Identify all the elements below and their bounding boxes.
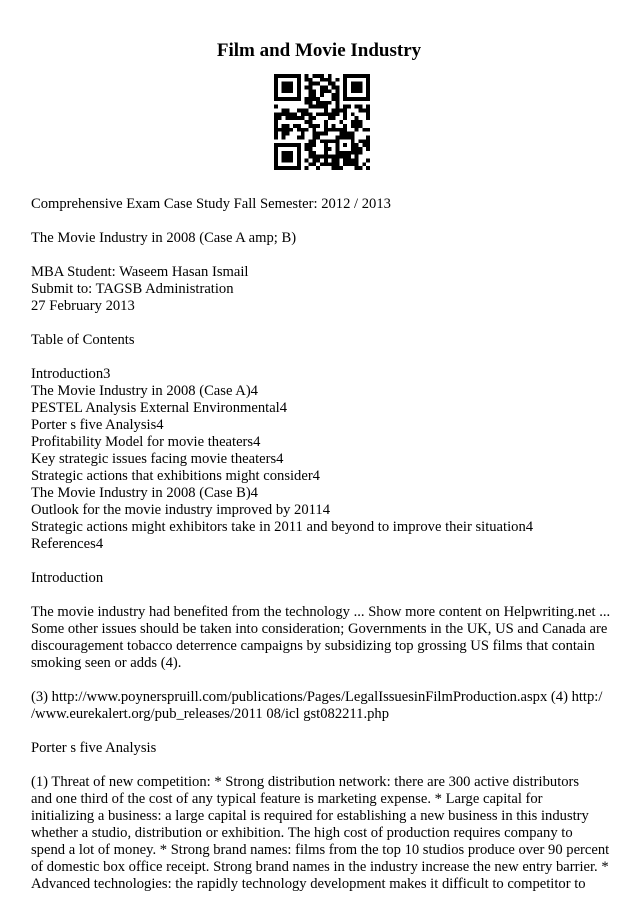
toc-item: Porter s five Analysis4 — [31, 417, 164, 433]
toc-item: References4 — [31, 536, 104, 552]
intro-heading: Introduction — [31, 570, 104, 586]
case-line: The Movie Industry in 2008 (Case A amp; B) — [31, 230, 297, 246]
exam-line: Comprehensive Exam Case Study Fall Semester: 2012 / 2013 — [31, 196, 391, 212]
porter-heading: Porter s five Analysis — [31, 740, 157, 756]
toc-item: The Movie Industry in 2008 (Case B)4 — [31, 485, 258, 501]
toc-heading: Table of Contents — [31, 332, 135, 348]
submit-to: Submit to: TAGSB Administration — [31, 281, 234, 297]
toc-item: Outlook for the movie industry improved by 20114 — [31, 502, 331, 518]
porter-paragraph: (1) Threat of new competition: * Strong distribution network: there are 300 active distributors and one third of the cost of any typical feature is marketing expense. * Large capital for initializing a business: a large capital is required for establishing a new business in this industry whether a studio, distribution or exhibition. The high cost of production requires company to spend a lot of money. * Strong brand names: films from the top 10 studios produce over 90 percent of domestic box office receipt. Strong brand names in the industry increase the new entry barrier. * Advanced technologies: the rapidly technology development makes it difficult to competitor to — [31, 774, 610, 892]
toc-item: PESTEL Analysis External Environmental4 — [31, 400, 288, 416]
submission-date: 27 February 2013 — [31, 298, 135, 314]
references-paragraph: (3) http://www.poynerspruill.com/publications/Pages/LegalIssuesinFilmProduction.aspx (4) http:/ /www.eurekalert.org/pub_releases/2011 08/icl gst082211.php — [31, 689, 603, 722]
toc-item: Key strategic issues facing movie theaters4 — [31, 451, 284, 467]
document-body — [31, 196, 616, 910]
toc-item: Strategic actions might exhibitors take in 2011 and beyond to improve their situation4 — [31, 519, 534, 535]
toc-item: Strategic actions that exhibitions might consider4 — [31, 468, 320, 484]
author-block — [31, 264, 616, 315]
toc-item: The Movie Industry in 2008 (Case A)4 — [31, 383, 258, 399]
toc-item: Introduction3 — [31, 366, 111, 382]
student-name: MBA Student: Waseem Hasan Ismail — [31, 264, 249, 280]
qr-code-icon — [274, 74, 370, 170]
toc-list — [31, 366, 616, 553]
intro-paragraph: The movie industry had benefited from the technology ... Show more content on Helpwriting.net ... Some other issues should be taken into consideration; Governments in the UK, US and Canada are discouragement tobacco deterrence campaigns by subsidizing top grossing US films that contain smoking seen or adds (4). — [31, 604, 611, 671]
toc-item: Profitability Model for movie theaters4 — [31, 434, 261, 450]
document-title: Film and Movie Industry — [216, 40, 422, 61]
